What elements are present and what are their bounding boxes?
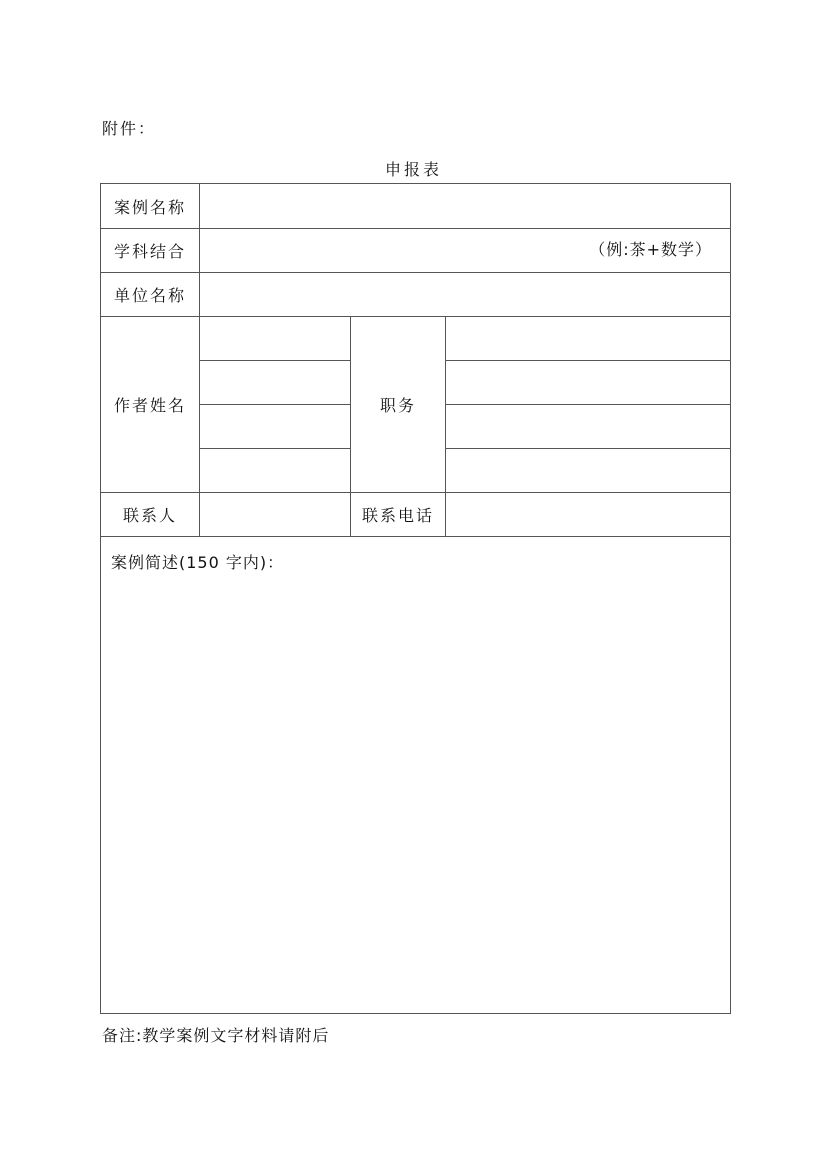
- subject-label: 学科结合: [113, 241, 186, 261]
- row-divider: [101, 536, 730, 537]
- case-name-field[interactable]: [200, 185, 730, 228]
- position-label: 职务: [379, 395, 416, 415]
- unit-field[interactable]: [200, 273, 730, 316]
- form-title: 申报表: [384, 160, 442, 179]
- contact-label: 联系人: [122, 505, 177, 525]
- case-name-label: 案例名称: [113, 197, 186, 217]
- position-field-2[interactable]: [446, 361, 730, 404]
- author-field-4[interactable]: [200, 449, 350, 492]
- position-field-4[interactable]: [446, 449, 730, 492]
- author-label: 作者姓名: [113, 395, 186, 415]
- author-field-1[interactable]: [200, 317, 350, 360]
- contact-field[interactable]: [200, 493, 350, 536]
- position-field-1[interactable]: [446, 317, 730, 360]
- description-field[interactable]: [102, 576, 729, 1012]
- phone-field[interactable]: [446, 493, 730, 536]
- phone-label: 联系电话: [361, 505, 434, 525]
- description-label: 案例简述(150 字内)：: [111, 553, 285, 572]
- subject-hint: （例:茶+数学）: [589, 240, 712, 259]
- application-form: [100, 183, 731, 1014]
- unit-label: 单位名称: [113, 285, 186, 305]
- author-field-2[interactable]: [200, 361, 350, 404]
- attachment-label: 附件：: [102, 119, 157, 138]
- author-field-3[interactable]: [200, 405, 350, 448]
- position-field-3[interactable]: [446, 405, 730, 448]
- footnote: 备注:教学案例文字材料请附后: [102, 1026, 330, 1045]
